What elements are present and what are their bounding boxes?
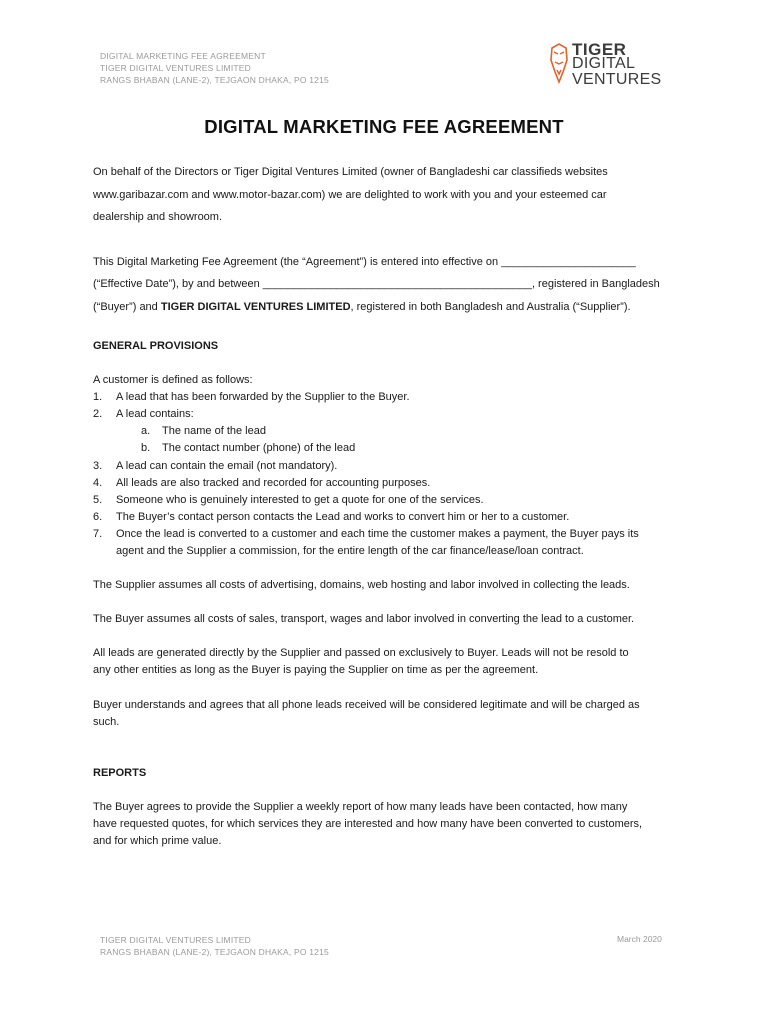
intro-line-2: www.garibazar.com and www.motor-bazar.com) we are delighted to work with you and your esteemed car xyxy=(93,189,607,201)
header-company: TIGER DIGITAL VENTURES LIMITED xyxy=(100,63,251,73)
leads-paragraph-line-1: All leads are generated directly by the Supplier and passed on exclusively to Buyer. Leads will not be resold to xyxy=(93,647,629,659)
intro-line-1: On behalf of the Directors or Tiger Digital Ventures Limited (owner of Bangladeshi car classifieds websites xyxy=(93,166,608,178)
provision-number: b. xyxy=(141,442,151,454)
buyer-costs-paragraph: The Buyer assumes all costs of sales, transport, wages and labor involved in converting the lead to a customer. xyxy=(93,613,635,625)
header-doc-title: DIGITAL MARKETING FEE AGREEMENT xyxy=(100,51,266,61)
provision-number: 2. xyxy=(93,408,103,420)
company-logo xyxy=(548,40,672,90)
provision-text: Once the lead is converted to a customer and each time the customer makes a payment, the Buyer pays its xyxy=(116,528,639,540)
customer-definition-intro: A customer is defined as follows: xyxy=(93,374,253,386)
reports-heading: REPORTS xyxy=(93,767,147,779)
provision-number: 4. xyxy=(93,477,103,489)
supplier-costs-paragraph: The Supplier assumes all costs of advertising, domains, web hosting and labor involved in collecting the leads. xyxy=(93,579,630,591)
provision-number: 3. xyxy=(93,460,103,472)
provision-number: 5. xyxy=(93,494,103,506)
provision-text: The contact number (phone) of the lead xyxy=(162,442,356,454)
tiger-icon xyxy=(548,42,570,86)
intro-line-3: dealership and showroom. xyxy=(93,211,223,223)
provision-number: 6. xyxy=(93,511,103,523)
reports-line-1: The Buyer agrees to provide the Supplier a weekly report of how many leads have been contacted, how many xyxy=(93,801,628,813)
provision-number: 7. xyxy=(93,528,103,540)
provision-number: 1. xyxy=(93,391,103,403)
provision-text: A lead can contain the email (not mandatory). xyxy=(116,460,338,472)
provision-number: a. xyxy=(141,425,151,437)
header-address: RANGS BHABAN (LANE-2), TEJGAON DHAKA, PO 1215 xyxy=(100,75,329,85)
provision-text: The Buyer’s contact person contacts the Lead and works to convert him or her to a customer. xyxy=(116,511,570,523)
provision-text: A lead contains: xyxy=(116,408,194,420)
phone-leads-paragraph-line-1: Buyer understands and agrees that all phone leads received will be considered legitimate and will be charged as xyxy=(93,699,640,711)
supplier-name: TIGER DIGITAL VENTURES LIMITED xyxy=(160,301,351,313)
provision-text: agent and the Supplier a commission, for the entire length of the car finance/lease/loan contract. xyxy=(116,545,584,557)
provision-text: A lead that has been forwarded by the Supplier to the Buyer. xyxy=(116,391,410,403)
agreement-line-3: (“Buyer”) and TIGER DIGITAL VENTURES LIMITED, registered in both Bangladesh and Australia (“Supplier”). xyxy=(93,301,631,313)
document-title: DIGITAL MARKETING FEE AGREEMENT xyxy=(204,116,564,137)
reports-line-2: have requested quotes, for which services they are interested and how many have been converted to customers, xyxy=(93,818,643,830)
provision-text: All leads are also tracked and recorded for accounting purposes. xyxy=(116,477,431,489)
page-footer xyxy=(100,934,329,958)
logo-text-ventures: VENTURES xyxy=(572,71,662,88)
footer-company: TIGER DIGITAL VENTURES LIMITED xyxy=(100,935,251,945)
phone-leads-paragraph-line-2: such. xyxy=(93,716,120,728)
leads-paragraph-line-2: any other entities as long as the Buyer is paying the Supplier on time as per the agreement. xyxy=(93,664,539,676)
provision-text: The name of the lead xyxy=(162,425,266,437)
logo-text-tiger: TIGER xyxy=(572,40,627,59)
agreement-line-2: (“Effective Date”), by and between ____________________________________________, registered in Bangladesh xyxy=(93,278,660,290)
footer-address: RANGS BHABAN (LANE-2), TEJGAON DHAKA, PO 1215 xyxy=(100,947,329,957)
reports-line-3: and for which prime value. xyxy=(93,835,222,847)
general-provisions-heading: GENERAL PROVISIONS xyxy=(93,340,219,352)
agreement-line-1: This Digital Marketing Fee Agreement (the “Agreement”) is entered into effective on ______________________ xyxy=(93,256,636,268)
provision-text: Someone who is genuinely interested to get a quote for one of the services. xyxy=(116,494,484,506)
page-header xyxy=(100,50,329,86)
logo-text-digital: DIGITAL xyxy=(572,55,636,72)
footer-date: March 2020 xyxy=(617,934,662,944)
